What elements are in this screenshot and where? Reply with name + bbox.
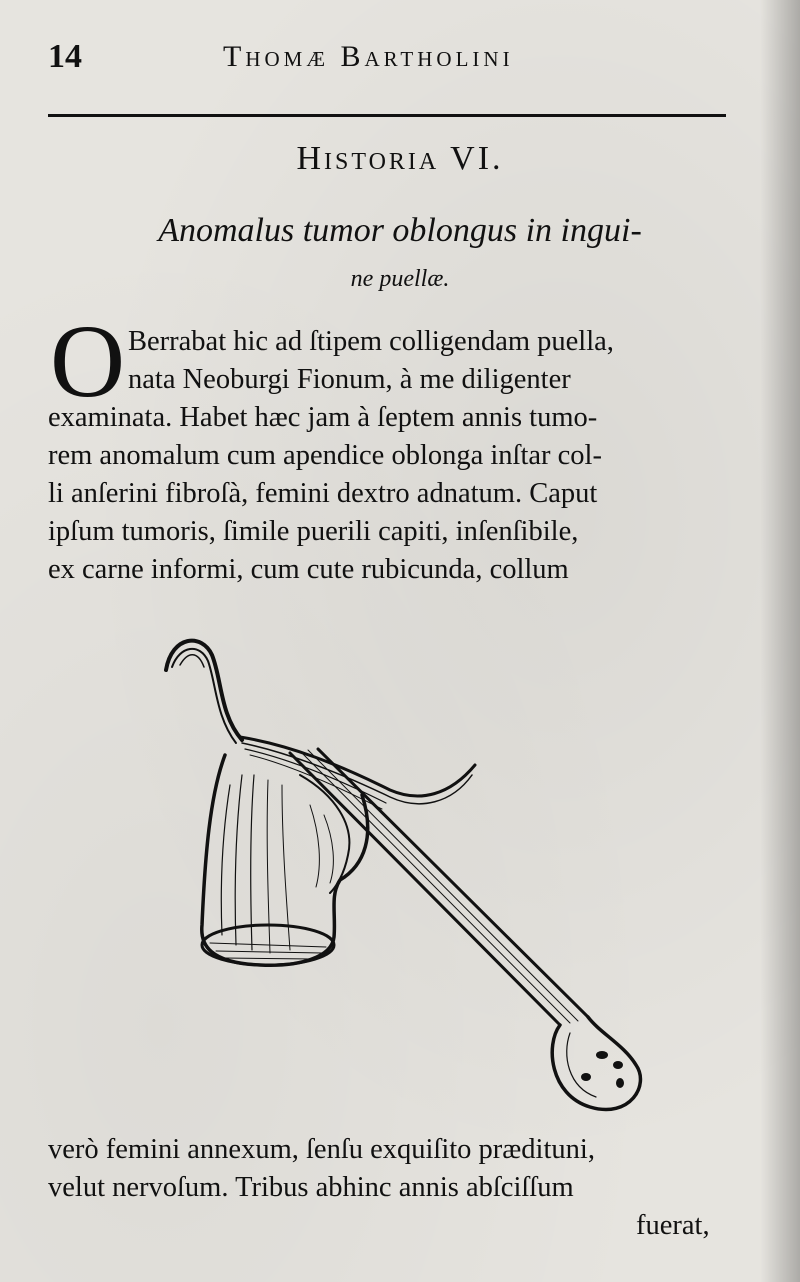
drop-cap: O: [50, 304, 126, 419]
text-line: rem anomalum cum apendice oblonga inſtar col-: [48, 440, 602, 471]
page-number: 14: [48, 38, 82, 75]
header-rule: [48, 114, 726, 117]
text-line: nata Neoburgi Fionum, à me diligenter: [128, 364, 571, 395]
text-line: velut nervoſum. Tribus abhinc annis abſciſſum: [48, 1172, 574, 1203]
text-line: ipſum tumoris, ſimile puerili capiti, inſenſibile,: [48, 516, 579, 547]
section-subtitle-line-2: ne puellæ.: [350, 266, 450, 292]
text-line: ex carne informi, cum cute rubicunda, collum: [48, 554, 569, 585]
catchword: fuerat,: [636, 1210, 710, 1241]
tumor-woodcut-illustration: [150, 625, 650, 1125]
text-line: li anſerini fibroſà, femini dextro adnatum. Caput: [48, 478, 598, 509]
text-line: examinata. Habet hæc jam à ſeptem annis tumo-: [48, 402, 598, 433]
text-line: Berrabat hic ad ſtipem colligendam puella,: [128, 326, 614, 357]
text-line: verò femini annexum, ſenſu exquiſito prædituni,: [48, 1134, 595, 1165]
page-edge-shadow: [760, 0, 800, 1282]
section-subtitle-line-1: Anomalus tumor oblongus in ingui-: [158, 212, 642, 249]
running-head: [48, 34, 738, 78]
running-title: Thomæ Bartholini: [223, 40, 514, 73]
section-heading: Historia VI.: [296, 140, 504, 177]
